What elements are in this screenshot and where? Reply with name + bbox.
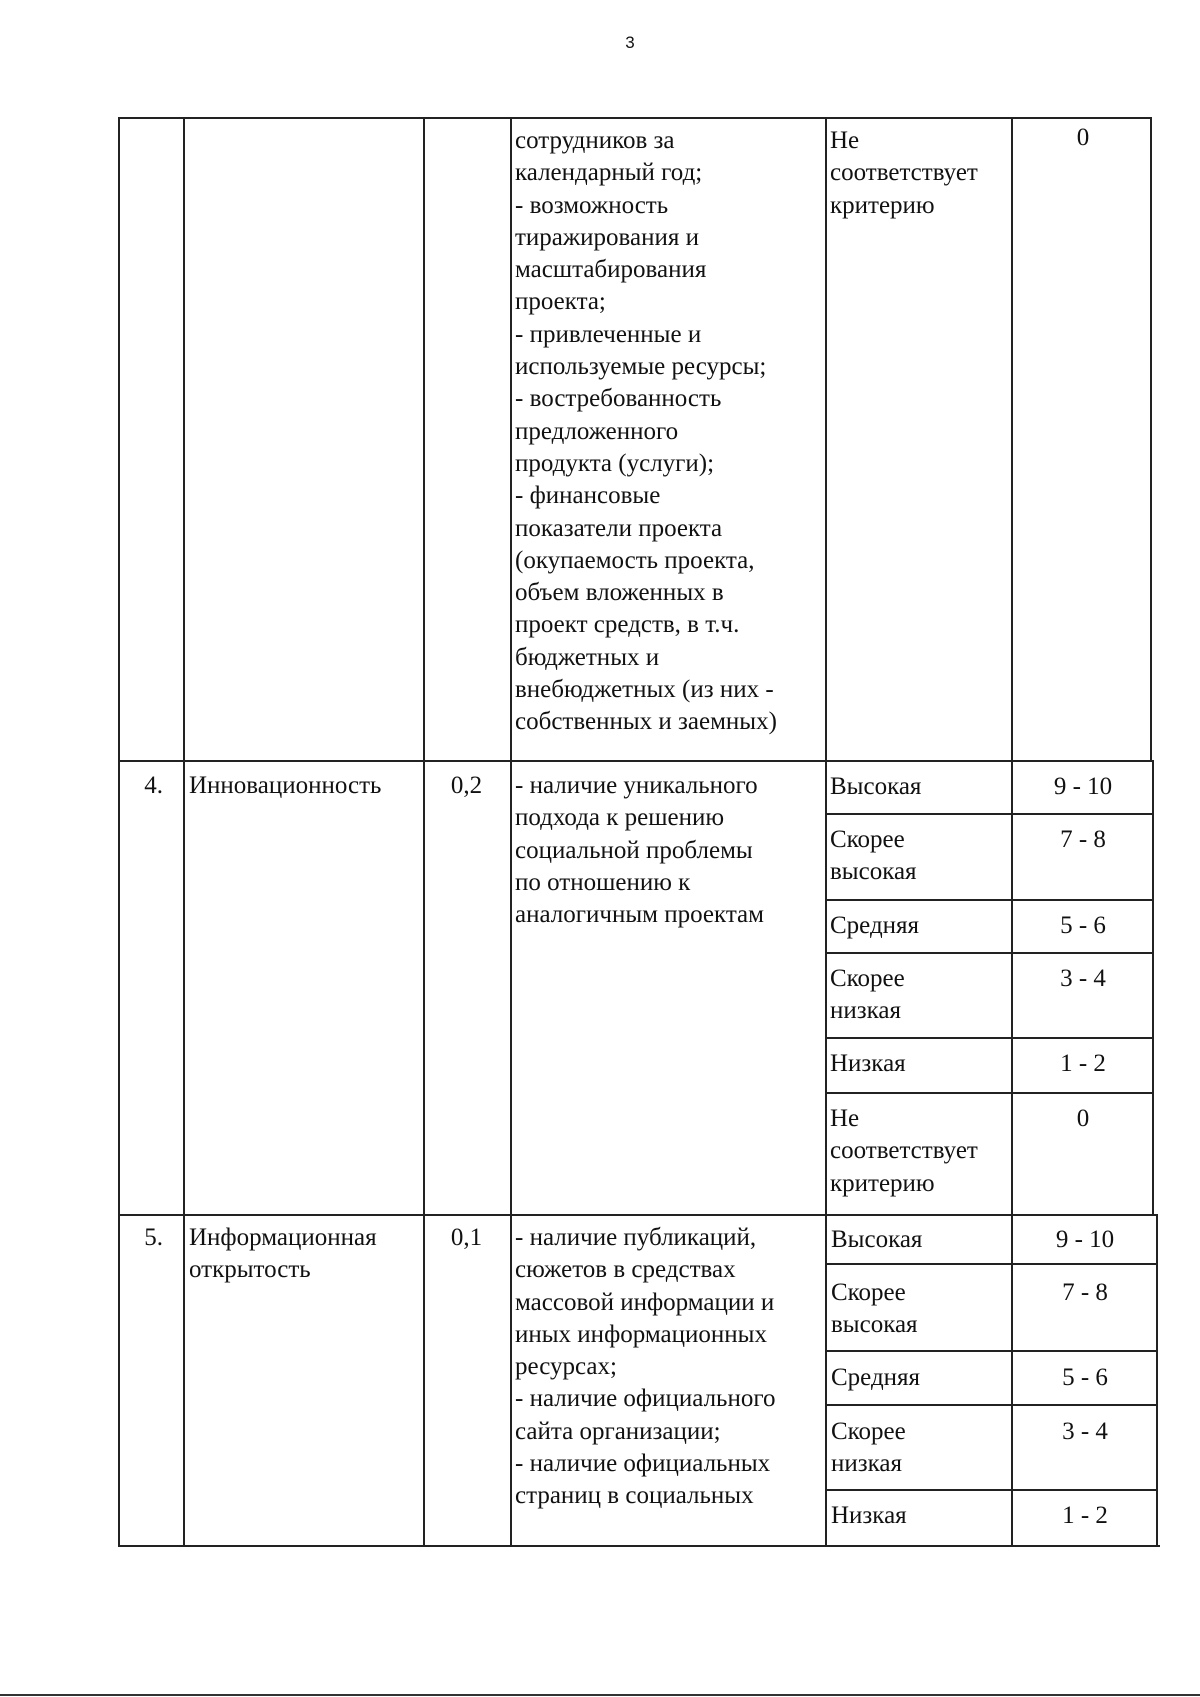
- column-border-5: [825, 117, 827, 1545]
- level-score: 3 - 4: [1060, 965, 1106, 992]
- level-divider: [825, 1350, 1156, 1352]
- level-score: 3 - 4: [1062, 1418, 1108, 1445]
- text-line: высокая: [831, 1311, 918, 1339]
- column-border-7c: [1156, 1214, 1158, 1545]
- text-line: сайта организации;: [515, 1417, 721, 1445]
- level-label: [830, 1103, 1010, 1200]
- text-line: Не: [830, 1105, 860, 1132]
- level-label: [831, 1277, 1011, 1342]
- text-line: критерию: [830, 1169, 935, 1197]
- level-label: [830, 1048, 1010, 1080]
- text-line: Высокая: [830, 773, 922, 800]
- text-line: - наличие уникального: [515, 772, 758, 799]
- level-label: [831, 1416, 1011, 1481]
- text-line: подхода к решению: [515, 804, 725, 832]
- text-line: соответствует: [830, 159, 978, 187]
- level-score: 1 - 2: [1062, 1502, 1108, 1529]
- level-divider: [825, 1404, 1156, 1406]
- text-line: сюжетов в средствах: [515, 1256, 736, 1284]
- text-line: внебюджетных (из них -: [515, 676, 774, 704]
- text-line: сотрудников за: [515, 127, 675, 154]
- table-bottom-border: [118, 1545, 1160, 1547]
- page-bottom-rule: [0, 1694, 1200, 1696]
- row-number: 4.: [144, 772, 163, 799]
- level-label: [830, 771, 1010, 803]
- column-border-6: [1011, 117, 1013, 1545]
- level-score: 9 - 10: [1053, 773, 1113, 800]
- text-line: высокая: [830, 858, 917, 886]
- level-divider: [825, 1489, 1156, 1491]
- text-line: открытость: [189, 1256, 311, 1284]
- level-divider: [825, 1092, 1152, 1094]
- text-line: Инновационность: [189, 772, 382, 799]
- level-label: [831, 1224, 1011, 1256]
- text-line: (окупаемость проекта,: [515, 546, 755, 574]
- text-line: Средняя: [830, 912, 920, 939]
- text-line: - наличие официальных: [515, 1450, 771, 1478]
- text-line: Информационная: [189, 1224, 377, 1251]
- row-number: 5.: [144, 1224, 163, 1251]
- level-label: [830, 963, 1010, 1028]
- criterion-name: [189, 1222, 421, 1287]
- criterion-name: [189, 770, 421, 802]
- text-line: - возможность: [515, 191, 669, 219]
- text-line: предложенного: [515, 417, 679, 445]
- level-score: 7 - 8: [1062, 1279, 1108, 1306]
- criterion-indicators: [515, 1222, 825, 1513]
- text-line: объем вложенных в: [515, 579, 724, 607]
- column-border-7a: [1150, 117, 1152, 760]
- text-line: используемые ресурсы;: [515, 353, 767, 381]
- text-line: проекта;: [515, 288, 606, 316]
- text-line: - финансовые: [515, 482, 661, 510]
- column-border-3: [423, 117, 425, 1545]
- row-4-top-border: [118, 760, 1154, 762]
- text-line: Низкая: [831, 1502, 907, 1529]
- text-line: - наличие официального: [515, 1385, 776, 1413]
- continuation-indicators: [515, 125, 821, 739]
- criterion-weight: 0,1: [450, 1224, 483, 1251]
- level-label: [831, 1362, 1011, 1394]
- text-line: Низкая: [830, 1050, 906, 1077]
- column-border-1: [118, 117, 120, 1545]
- text-line: социальной проблемы: [515, 836, 753, 864]
- level-divider: [825, 1263, 1156, 1265]
- row-5-top-border: [118, 1214, 1158, 1216]
- text-line: собственных и заемных): [515, 708, 777, 736]
- text-line: ресурсах;: [515, 1353, 617, 1381]
- column-border-7b: [1152, 760, 1154, 1214]
- level-divider: [825, 952, 1152, 954]
- level-label: [831, 1500, 1011, 1532]
- text-line: - наличие публикаций,: [515, 1224, 757, 1251]
- level-score: 0: [1076, 1105, 1090, 1132]
- text-line: аналогичным проектам: [515, 901, 764, 929]
- level-score: 7 - 8: [1060, 826, 1106, 853]
- level-label: [830, 824, 1010, 889]
- criterion-weight: 0,2: [450, 772, 483, 799]
- level-score: 9 - 10: [1055, 1226, 1115, 1253]
- text-line: критерию: [830, 191, 935, 219]
- text-line: проект средств, в т.ч.: [515, 611, 740, 639]
- text-line: Не: [830, 127, 860, 154]
- continuation-score: 0: [1076, 124, 1090, 151]
- text-line: календарный год;: [515, 159, 703, 187]
- text-line: Скорее: [831, 1279, 906, 1306]
- text-line: иных информационных: [515, 1320, 767, 1348]
- text-line: по отношению к: [515, 868, 691, 896]
- text-line: соответствует: [830, 1137, 978, 1165]
- continuation-level: [830, 125, 1010, 222]
- table-top-border: [118, 117, 1151, 119]
- text-line: Высокая: [831, 1226, 923, 1253]
- text-line: Скорее: [830, 965, 905, 992]
- text-line: тиражирования и: [515, 223, 700, 251]
- text-line: низкая: [830, 997, 901, 1025]
- level-label: [830, 910, 1010, 942]
- text-line: - востребованность: [515, 385, 722, 413]
- page-number: 3: [625, 33, 635, 52]
- level-score: 1 - 2: [1060, 1050, 1106, 1077]
- column-border-4: [510, 117, 512, 1545]
- text-line: Скорее: [830, 826, 905, 853]
- level-divider: [825, 813, 1152, 815]
- text-line: Скорее: [831, 1418, 906, 1445]
- text-line: показатели проекта: [515, 514, 723, 542]
- criterion-indicators: [515, 770, 823, 931]
- text-line: продукта (услуги);: [515, 449, 715, 477]
- text-line: - привлеченные и: [515, 320, 702, 348]
- level-divider: [825, 1037, 1152, 1039]
- text-line: низкая: [831, 1450, 902, 1478]
- text-line: массовой информации и: [515, 1288, 775, 1316]
- level-score: 5 - 6: [1062, 1364, 1108, 1391]
- level-score: 5 - 6: [1060, 912, 1106, 939]
- text-line: Средняя: [831, 1364, 921, 1391]
- column-border-2: [183, 117, 185, 1545]
- text-line: страниц в социальных: [515, 1482, 754, 1510]
- level-divider: [825, 899, 1152, 901]
- text-line: масштабирования: [515, 256, 707, 284]
- text-line: бюджетных и: [515, 643, 660, 671]
